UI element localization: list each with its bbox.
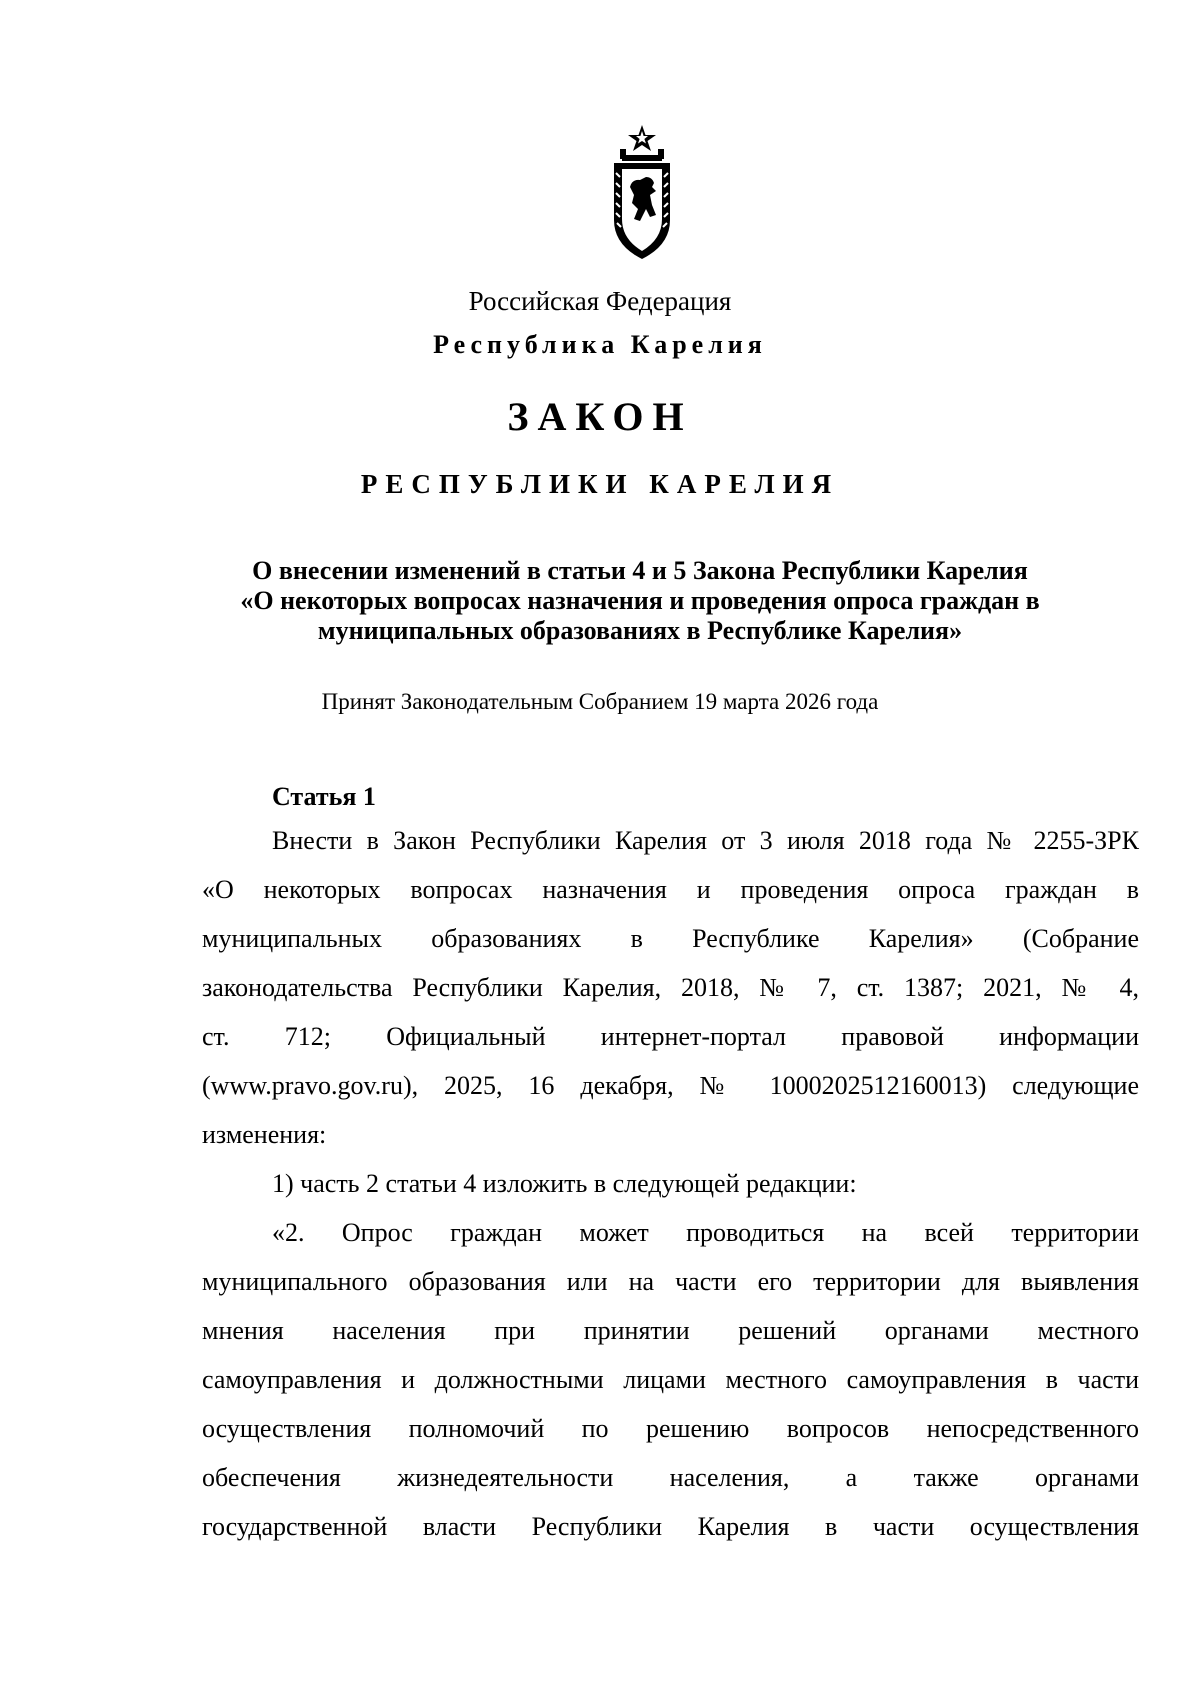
body-line: обеспечения жизнедеятельности населения, а также органами	[202, 1463, 1139, 1492]
karelia-coat-of-arms-icon	[612, 125, 672, 260]
body-line: государственной власти Республики Карелия в части осуществления	[202, 1512, 1139, 1541]
body-line: «2. Опрос граждан может проводиться на всей территории	[272, 1218, 1139, 1247]
body-line: муниципальных образованиях в Республике Карелия» (Собрание	[202, 924, 1139, 953]
body-line: мнения населения при принятии решений органами местного	[202, 1316, 1139, 1345]
article-body	[202, 816, 1139, 1551]
body-line: Внести в Закон Республики Карелия от 3 июля 2018 года № 2255-ЗРК	[272, 826, 1139, 855]
title-line: муниципальных образованиях в Республике Карелия»	[317, 616, 963, 645]
body-line: ст. 712; Официальный интернет-портал правовой информации	[202, 1022, 1139, 1051]
body-line: осуществления полномочий по решению вопросов непосредственного	[202, 1414, 1139, 1443]
title-line: «О некоторых вопросах назначения и проведения опроса граждан в	[240, 586, 1040, 615]
issuer-heading: РЕСПУБЛИКИ КАРЕЛИЯ	[360, 469, 840, 499]
body-line: (www.pravo.gov.ru), 2025, 16 декабря, № 1000202512160013) следующие	[202, 1071, 1139, 1100]
body-line: «О некоторых вопросах назначения и проведения опроса граждан в	[202, 875, 1139, 904]
title-line: О внесении изменений в статьи 4 и 5 Закона Республики Карелия	[252, 556, 1028, 585]
law-title	[200, 556, 1080, 646]
body-line: изменения:	[202, 1120, 327, 1149]
article-heading: Статья 1	[272, 782, 376, 811]
document-type-heading: ЗАКОН	[507, 394, 693, 439]
body-line: муниципального образования или на части его территории для выявления	[202, 1267, 1139, 1296]
republic-label: Республика Карелия	[433, 330, 767, 359]
body-line: 1) часть 2 статьи 4 изложить в следующей редакции:	[272, 1169, 857, 1198]
federation-label: Российская Федерация	[468, 286, 732, 316]
adoption-date-note: Принят Законодательным Собранием 19 марта 2026 года	[321, 689, 879, 714]
body-line: самоуправления и должностными лицами местного самоуправления в части	[202, 1365, 1139, 1394]
body-line: законодательства Республики Карелия, 2018, № 7, ст. 1387; 2021, № 4,	[202, 973, 1139, 1002]
